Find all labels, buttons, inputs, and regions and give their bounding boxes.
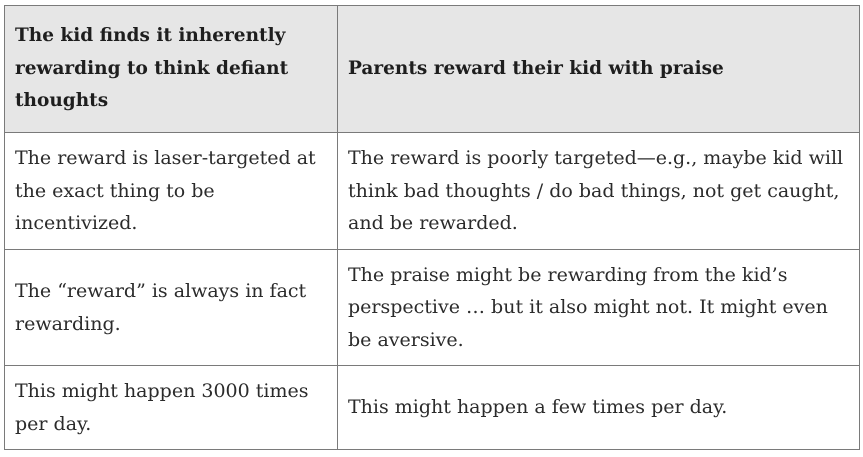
table-row: [5, 250, 860, 366]
comparison-table: [4, 5, 860, 450]
table-cell: The praise might be rewarding from the kid’s perspective … but it also might not. It might even be aversive.: [338, 250, 860, 366]
table-cell: The reward is laser-targeted at the exact thing to be incentivized.: [5, 133, 338, 250]
column-header-right: Parents reward their kid with praise: [338, 6, 860, 133]
table-cell: The “reward” is always in fact rewarding.: [5, 250, 338, 366]
table-cell: This might happen 3000 times per day.: [5, 366, 338, 450]
column-header-left: The kid finds it inherently rewarding to think defiant thoughts: [5, 6, 338, 133]
table-cell: This might happen a few times per day.: [338, 366, 860, 450]
table-row: [5, 133, 860, 250]
table-header-row: [5, 6, 860, 133]
table-cell: The reward is poorly targeted—e.g., maybe kid will think bad thoughts / do bad things, not get caught, and be rewarded.: [338, 133, 860, 250]
table-row: [5, 366, 860, 450]
